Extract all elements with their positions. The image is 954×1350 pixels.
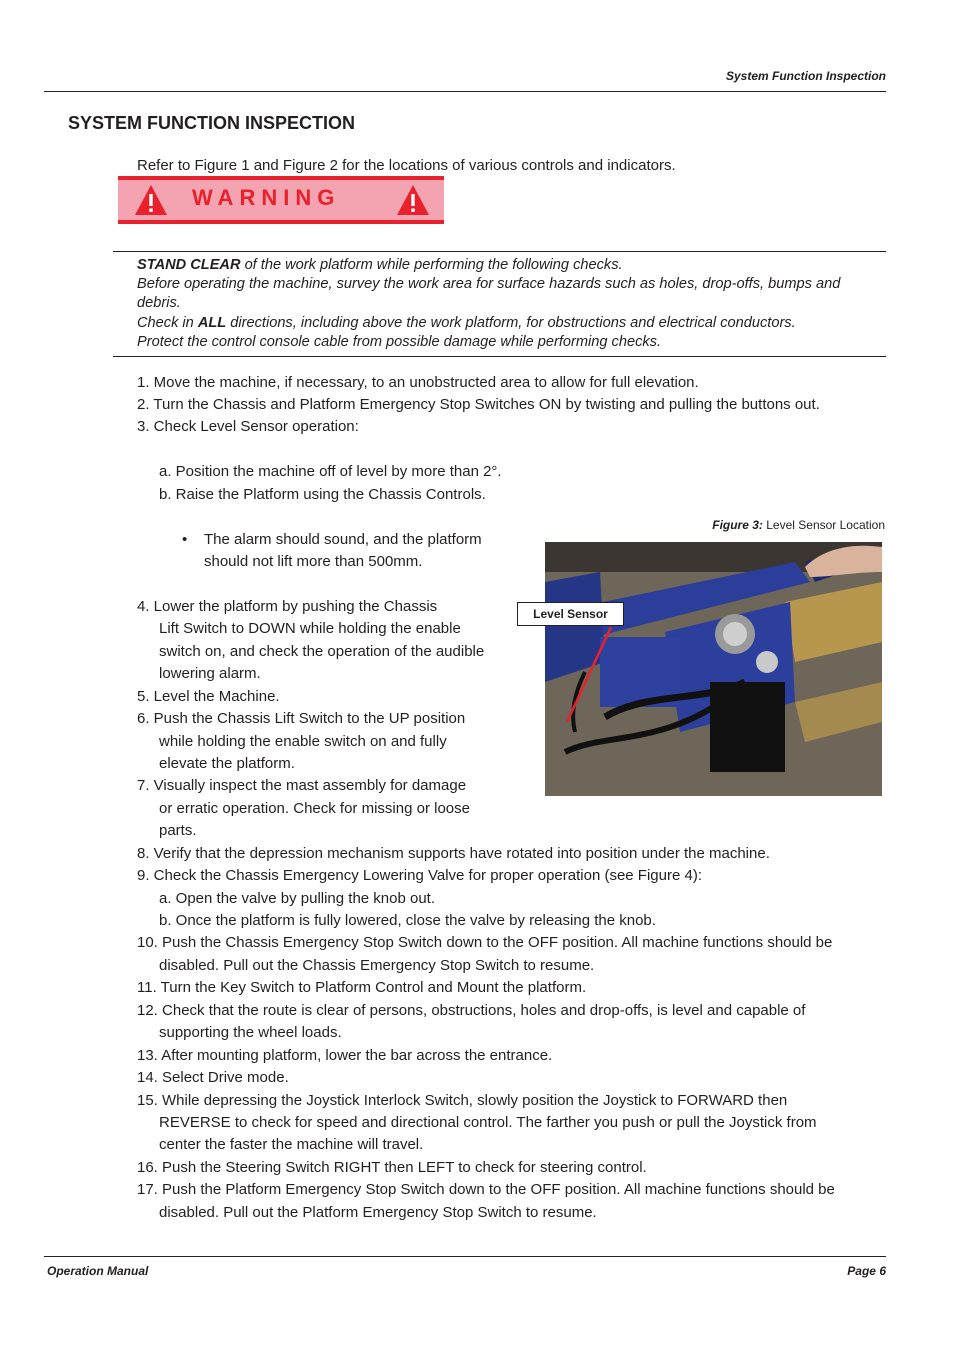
bullet-icon: • — [182, 531, 188, 548]
figure-caption-text: Level Sensor Location — [762, 518, 885, 532]
list-item: 5. Level the Machine. — [137, 688, 280, 705]
warning-line-4: Protect the control console cable from possible damage while performing checks. — [137, 333, 662, 350]
all-bold: ALL — [197, 314, 227, 331]
list-item: center the faster the machine will travel. — [159, 1136, 424, 1153]
list-item: b. Raise the Platform using the Chassis Controls. — [159, 486, 486, 503]
list-item: lowering alarm. — [159, 665, 261, 682]
intro-text: Refer to Figure 1 and Figure 2 for the locations of various controls and indicators. — [137, 157, 676, 174]
list-item: 16. Push the Steering Switch RIGHT then LEFT to check for steering control. — [137, 1159, 647, 1176]
list-item: switch on, and check the operation of the audible — [159, 643, 485, 660]
list-item: 14. Select Drive mode. — [137, 1069, 289, 1086]
list-item: 3. Check Level Sensor operation: — [137, 418, 359, 435]
warning-line-1-rest: of the work platform while performing the following checks. — [240, 257, 623, 273]
list-item: 11. Turn the Key Switch to Platform Control and Mount the platform. — [137, 979, 587, 996]
figure-caption-number: Figure 3: — [712, 518, 763, 532]
warning-label: WARNING — [192, 185, 341, 210]
list-item: 13. After mounting platform, lower the bar across the entrance. — [137, 1047, 553, 1064]
list-item: 9. Check the Chassis Emergency Lowering Valve for proper operation (see Figure 4): — [137, 867, 702, 884]
header-rule — [44, 91, 886, 92]
list-item: a. Open the valve by pulling the knob out. — [159, 890, 436, 907]
list-item: while holding the enable switch on and fully — [159, 733, 447, 750]
footer-manual-title: Operation Manual — [47, 1264, 149, 1278]
list-item: The alarm should sound, and the platform — [204, 531, 482, 548]
list-item: disabled. Pull out the Platform Emergency Stop Switch to resume. — [159, 1204, 597, 1221]
list-item: 17. Push the Platform Emergency Stop Switch down to the OFF position. All machine functions should be — [137, 1181, 835, 1198]
list-item: 10. Push the Chassis Emergency Stop Switch down to the OFF position. All machine functions should be — [137, 934, 833, 951]
list-item: REVERSE to check for speed and directional control. The farther you push or pull the Joystick from — [159, 1114, 817, 1131]
level-sensor-callout: Level Sensor — [517, 602, 624, 626]
level-sensor-photo — [545, 542, 882, 796]
list-item: 4. Lower the platform by pushing the Chassis — [137, 598, 438, 615]
figure-caption — [712, 518, 885, 532]
warning-triangle-icon — [133, 183, 169, 217]
list-item: 6. Push the Chassis Lift Switch to the UP position — [137, 710, 466, 727]
list-item: Lift Switch to DOWN while holding the enable — [159, 620, 461, 637]
warning-line-3-rest: directions, including above the work platform, for obstructions and electrical conductors. — [226, 314, 796, 331]
list-item: b. Once the platform is fully lowered, close the valve by releasing the knob. — [159, 912, 656, 929]
warning-line-2: Before operating the machine, survey the work area for surface hazards such as holes, drop-offs, bumps and debris. — [137, 276, 841, 312]
warning-line-3-pre: Check in — [137, 314, 198, 331]
list-item: 8. Verify that the depression mechanism supports have rotated into position under the machine. — [137, 845, 770, 862]
warning-banner — [118, 176, 444, 224]
warning-rule-top — [113, 251, 886, 252]
stand-clear-bold: STAND CLEAR — [137, 257, 241, 273]
warning-rule-bottom — [113, 356, 886, 357]
list-item: 15. While depressing the Joystick Interlock Switch, slowly position the Joystick to FORWARD then — [137, 1092, 788, 1109]
list-item: 2. Turn the Chassis and Platform Emergency Stop Switches ON by twisting and pulling the buttons out. — [137, 396, 820, 413]
list-item: disabled. Pull out the Chassis Emergency Stop Switch to resume. — [159, 957, 595, 974]
list-item: supporting the wheel loads. — [159, 1024, 342, 1041]
warning-text-block — [137, 256, 877, 352]
warning-line-1 — [137, 256, 877, 275]
running-header: System Function Inspection — [725, 69, 886, 83]
footer-rule — [44, 1256, 886, 1257]
list-item: 12. Check that the route is clear of persons, obstructions, holes and drop-offs, is level and capable of — [137, 1002, 806, 1019]
warning-line-3 — [137, 314, 877, 333]
page-number: Page 6 — [847, 1264, 886, 1278]
section-title: SYSTEM FUNCTION INSPECTION — [68, 113, 356, 133]
list-item: 7. Visually inspect the mast assembly for damage — [137, 777, 467, 794]
warning-triangle-icon — [395, 183, 431, 217]
list-item: elevate the platform. — [159, 755, 295, 772]
list-item: parts. — [159, 822, 197, 839]
list-item: or erratic operation. Check for missing or loose — [159, 800, 470, 817]
list-item: a. Position the machine off of level by more than 2°. — [159, 463, 502, 480]
list-item: 1. Move the machine, if necessary, to an unobstructed area to allow for full elevation. — [137, 374, 699, 391]
list-item: should not lift more than 500mm. — [204, 553, 423, 570]
